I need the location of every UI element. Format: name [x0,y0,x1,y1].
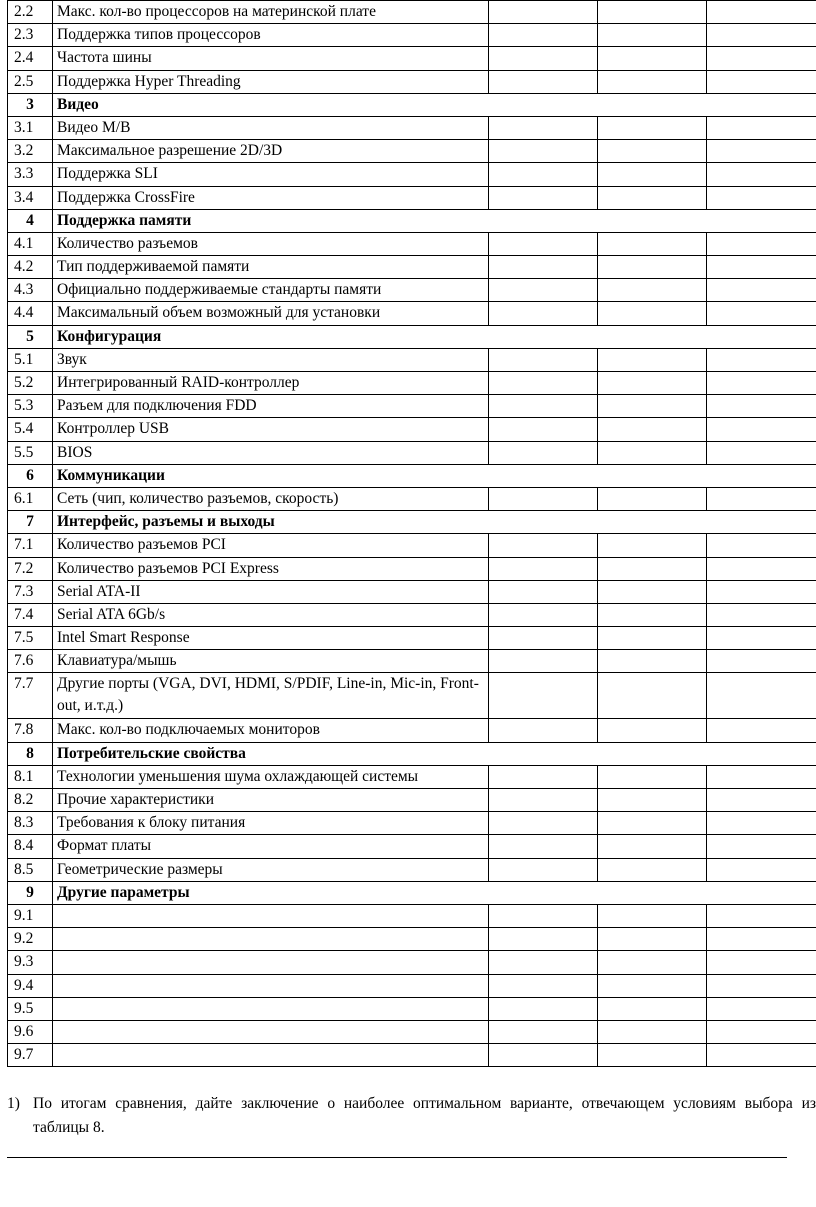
section-row [8,742,816,765]
value-cell-1[interactable] [489,116,598,139]
table-row [8,1,816,24]
row-label: Количество разъемов [53,232,489,255]
value-cell-3[interactable] [707,116,816,139]
row-label: Коммуникации [53,464,816,487]
row-number: 6.1 [8,487,53,510]
row-label: Intel Smart Response [53,627,489,650]
value-cell-1[interactable] [489,603,598,626]
value-cell-3[interactable] [707,487,816,510]
value-cell-3[interactable] [707,719,816,742]
row-label [53,974,489,997]
section-row [8,881,816,904]
value-cell-2[interactable] [598,835,707,858]
table-row [8,789,816,812]
value-cell-1[interactable] [489,1,598,24]
value-cell-2[interactable] [598,395,707,418]
table-row [8,163,816,186]
value-cell-3[interactable] [707,47,816,70]
value-cell-3[interactable] [707,650,816,673]
row-label: Видео M/B [53,116,489,139]
table-row [8,580,816,603]
value-cell-1[interactable] [489,24,598,47]
table-row [8,557,816,580]
value-cell-2[interactable] [598,789,707,812]
table-row [8,951,816,974]
value-cell-3[interactable] [707,627,816,650]
value-cell-2[interactable] [598,487,707,510]
value-cell-1[interactable] [489,1020,598,1043]
value-cell-3[interactable] [707,302,816,325]
value-cell-2[interactable] [598,232,707,255]
value-cell-1[interactable] [489,719,598,742]
table-row [8,372,816,395]
row-number: 7.3 [8,580,53,603]
value-cell-3[interactable] [707,186,816,209]
value-cell-1[interactable] [489,557,598,580]
value-cell-1[interactable] [489,858,598,881]
row-number: 7.7 [8,673,53,719]
table-row [8,904,816,927]
value-cell-3[interactable] [707,140,816,163]
table-row [8,534,816,557]
row-label [53,1044,489,1067]
row-number: 3.2 [8,140,53,163]
value-cell-1[interactable] [489,534,598,557]
row-label: Количество разъемов PCI Express [53,557,489,580]
value-cell-2[interactable] [598,1044,707,1067]
row-number: 9.6 [8,1020,53,1043]
value-cell-2[interactable] [598,951,707,974]
value-cell-2[interactable] [598,904,707,927]
value-cell-1[interactable] [489,256,598,279]
value-cell-1[interactable] [489,765,598,788]
table-row [8,441,816,464]
row-label: BIOS [53,441,489,464]
row-label: Поддержка типов процессоров [53,24,489,47]
row-number: 5.2 [8,372,53,395]
row-label: Интерфейс, разъемы и выходы [53,511,816,534]
row-number: 9.1 [8,904,53,927]
row-label: Видео [53,93,816,116]
value-cell-3[interactable] [707,279,816,302]
row-number: 9.2 [8,928,53,951]
table-row [8,256,816,279]
row-number: 7.1 [8,534,53,557]
value-cell-3[interactable] [707,372,816,395]
value-cell-3[interactable] [707,557,816,580]
value-cell-2[interactable] [598,348,707,371]
row-number: 9.3 [8,951,53,974]
row-number: 5.4 [8,418,53,441]
row-label: Макс. кол-во подключаемых мониторов [53,719,489,742]
value-cell-2[interactable] [598,765,707,788]
value-cell-1[interactable] [489,163,598,186]
value-cell-3[interactable] [707,673,816,719]
row-label: Частота шины [53,47,489,70]
row-label: Требования к блоку питания [53,812,489,835]
value-cell-3[interactable] [707,1,816,24]
table-row [8,116,816,139]
row-label: Технологии уменьшения шума охлаждающей системы [53,765,489,788]
row-label: Конфигурация [53,325,816,348]
value-cell-2[interactable] [598,163,707,186]
row-number: 7.8 [8,719,53,742]
row-label: Поддержка Hyper Threading [53,70,489,93]
value-cell-1[interactable] [489,70,598,93]
row-number: 6 [8,464,53,487]
value-cell-3[interactable] [707,70,816,93]
value-cell-3[interactable] [707,163,816,186]
value-cell-2[interactable] [598,70,707,93]
row-label: Интегрированный RAID-контроллер [53,372,489,395]
row-label: Прочие характеристики [53,789,489,812]
row-label: Звук [53,348,489,371]
row-number: 4.3 [8,279,53,302]
value-cell-1[interactable] [489,951,598,974]
row-number: 5.3 [8,395,53,418]
value-cell-2[interactable] [598,928,707,951]
row-number: 2.4 [8,47,53,70]
table-row [8,650,816,673]
value-cell-2[interactable] [598,1,707,24]
value-cell-1[interactable] [489,835,598,858]
row-label: Поддержка CrossFire [53,186,489,209]
list-marker: 1) [7,1095,20,1112]
row-label: Serial ATA 6Gb/s [53,603,489,626]
value-cell-1[interactable] [489,650,598,673]
row-label: Поддержка памяти [53,209,816,232]
value-cell-1[interactable] [489,789,598,812]
table-body [8,1,816,1067]
conclusion-text: По итогам сравнения, дайте заключение о наиболее оптимальном варианте, отвечающем условиям выбора из таблицы 8. [33,1095,816,1136]
value-cell-2[interactable] [598,256,707,279]
value-cell-2[interactable] [598,302,707,325]
table-row [8,487,816,510]
row-number: 2.3 [8,24,53,47]
row-number: 5.5 [8,441,53,464]
row-label: Макс. кол-во процессоров на материнской плате [53,1,489,24]
row-label: Контроллер USB [53,418,489,441]
value-cell-1[interactable] [489,47,598,70]
value-cell-2[interactable] [598,140,707,163]
row-label: Serial ATA-II [53,580,489,603]
value-cell-1[interactable] [489,186,598,209]
table-row [8,812,816,835]
table-row [8,765,816,788]
row-number: 3.3 [8,163,53,186]
value-cell-2[interactable] [598,372,707,395]
section-row [8,464,816,487]
table-row [8,974,816,997]
value-cell-1[interactable] [489,997,598,1020]
value-cell-2[interactable] [598,603,707,626]
value-cell-1[interactable] [489,348,598,371]
row-label [53,997,489,1020]
value-cell-2[interactable] [598,673,707,719]
table-row [8,673,816,719]
row-number: 9.7 [8,1044,53,1067]
row-label: Другие порты (VGA, DVI, HDMI, S/PDIF, Line-in, Mic-in, Front-out, и.т.д.) [53,673,489,719]
row-number: 2.5 [8,70,53,93]
value-cell-3[interactable] [707,858,816,881]
row-label: Другие параметры [53,881,816,904]
value-cell-1[interactable] [489,395,598,418]
table-row [8,603,816,626]
value-cell-2[interactable] [598,627,707,650]
table-row [8,627,816,650]
row-number: 7.6 [8,650,53,673]
table-row [8,47,816,70]
value-cell-1[interactable] [489,928,598,951]
row-label [53,904,489,927]
value-cell-3[interactable] [707,997,816,1020]
value-cell-1[interactable] [489,372,598,395]
row-number: 8 [8,742,53,765]
row-number: 4.4 [8,302,53,325]
value-cell-2[interactable] [598,557,707,580]
row-label: Разъем для подключения FDD [53,395,489,418]
value-cell-1[interactable] [489,140,598,163]
section-row [8,325,816,348]
value-cell-3[interactable] [707,418,816,441]
section-row [8,93,816,116]
value-cell-3[interactable] [707,951,816,974]
value-cell-1[interactable] [489,812,598,835]
row-number: 8.3 [8,812,53,835]
value-cell-2[interactable] [598,719,707,742]
row-label: Клавиатура/мышь [53,650,489,673]
row-number: 5.1 [8,348,53,371]
row-number: 2.2 [8,1,53,24]
value-cell-3[interactable] [707,835,816,858]
row-label: Официально поддерживаемые стандарты памяти [53,279,489,302]
value-cell-2[interactable] [598,24,707,47]
conclusion-paragraph [7,1092,816,1140]
value-cell-3[interactable] [707,580,816,603]
value-cell-3[interactable] [707,928,816,951]
value-cell-2[interactable] [598,1020,707,1043]
row-number: 8.4 [8,835,53,858]
value-cell-3[interactable] [707,1044,816,1067]
row-number: 4.2 [8,256,53,279]
row-number: 7.5 [8,627,53,650]
value-cell-1[interactable] [489,418,598,441]
value-cell-1[interactable] [489,673,598,719]
value-cell-1[interactable] [489,302,598,325]
row-number: 3.1 [8,116,53,139]
row-label: Максимальный объем возможный для установки [53,302,489,325]
row-label: Потребительские свойства [53,742,816,765]
row-number: 8.2 [8,789,53,812]
value-cell-1[interactable] [489,279,598,302]
table-row [8,1044,816,1067]
value-cell-3[interactable] [707,904,816,927]
section-row [8,511,816,534]
table-row [8,858,816,881]
row-number: 9.4 [8,974,53,997]
row-number: 8.1 [8,765,53,788]
row-number: 9 [8,881,53,904]
row-label: Тип поддерживаемой памяти [53,256,489,279]
value-cell-1[interactable] [489,441,598,464]
section-row [8,209,816,232]
table-row [8,997,816,1020]
value-cell-2[interactable] [598,580,707,603]
value-cell-2[interactable] [598,116,707,139]
row-number: 3 [8,93,53,116]
value-cell-1[interactable] [489,580,598,603]
value-cell-3[interactable] [707,24,816,47]
value-cell-3[interactable] [707,765,816,788]
row-label [53,928,489,951]
row-label [53,1020,489,1043]
value-cell-1[interactable] [489,487,598,510]
value-cell-2[interactable] [598,186,707,209]
table-row [8,348,816,371]
table-row [8,186,816,209]
table-row [8,395,816,418]
row-number: 8.5 [8,858,53,881]
value-cell-2[interactable] [598,650,707,673]
table-row [8,1020,816,1043]
row-label [53,951,489,974]
row-number: 9.5 [8,997,53,1020]
value-cell-3[interactable] [707,395,816,418]
value-cell-3[interactable] [707,256,816,279]
value-cell-2[interactable] [598,812,707,835]
table-row [8,928,816,951]
row-label: Формат платы [53,835,489,858]
value-cell-2[interactable] [598,441,707,464]
value-cell-1[interactable] [489,232,598,255]
value-cell-2[interactable] [598,47,707,70]
row-number: 4 [8,209,53,232]
value-cell-2[interactable] [598,279,707,302]
row-number: 5 [8,325,53,348]
value-cell-2[interactable] [598,858,707,881]
table-row [8,24,816,47]
row-label: Максимальное разрешение 2D/3D [53,140,489,163]
table-row [8,279,816,302]
value-cell-3[interactable] [707,812,816,835]
value-cell-1[interactable] [489,974,598,997]
value-cell-3[interactable] [707,534,816,557]
value-cell-3[interactable] [707,974,816,997]
table-row [8,418,816,441]
value-cell-3[interactable] [707,232,816,255]
table-row [8,232,816,255]
value-cell-3[interactable] [707,789,816,812]
row-label: Количество разъемов PCI [53,534,489,557]
value-cell-2[interactable] [598,974,707,997]
row-label: Поддержка SLI [53,163,489,186]
value-cell-1[interactable] [489,1044,598,1067]
value-cell-1[interactable] [489,904,598,927]
value-cell-2[interactable] [598,997,707,1020]
row-number: 4.1 [8,232,53,255]
value-cell-3[interactable] [707,441,816,464]
value-cell-3[interactable] [707,348,816,371]
row-number: 3.4 [8,186,53,209]
row-label: Сеть (чип, количество разъемов, скорость) [53,487,489,510]
table-row [8,70,816,93]
value-cell-3[interactable] [707,1020,816,1043]
table-row [8,302,816,325]
row-number: 7.2 [8,557,53,580]
value-cell-3[interactable] [707,603,816,626]
value-cell-1[interactable] [489,627,598,650]
row-label: Геометрические размеры [53,858,489,881]
table-row [8,835,816,858]
answer-line[interactable] [7,1157,787,1158]
row-number: 7 [8,511,53,534]
table-row [8,719,816,742]
value-cell-2[interactable] [598,534,707,557]
table-row [8,140,816,163]
row-number: 7.4 [8,603,53,626]
comparison-table [7,0,816,1067]
value-cell-2[interactable] [598,418,707,441]
